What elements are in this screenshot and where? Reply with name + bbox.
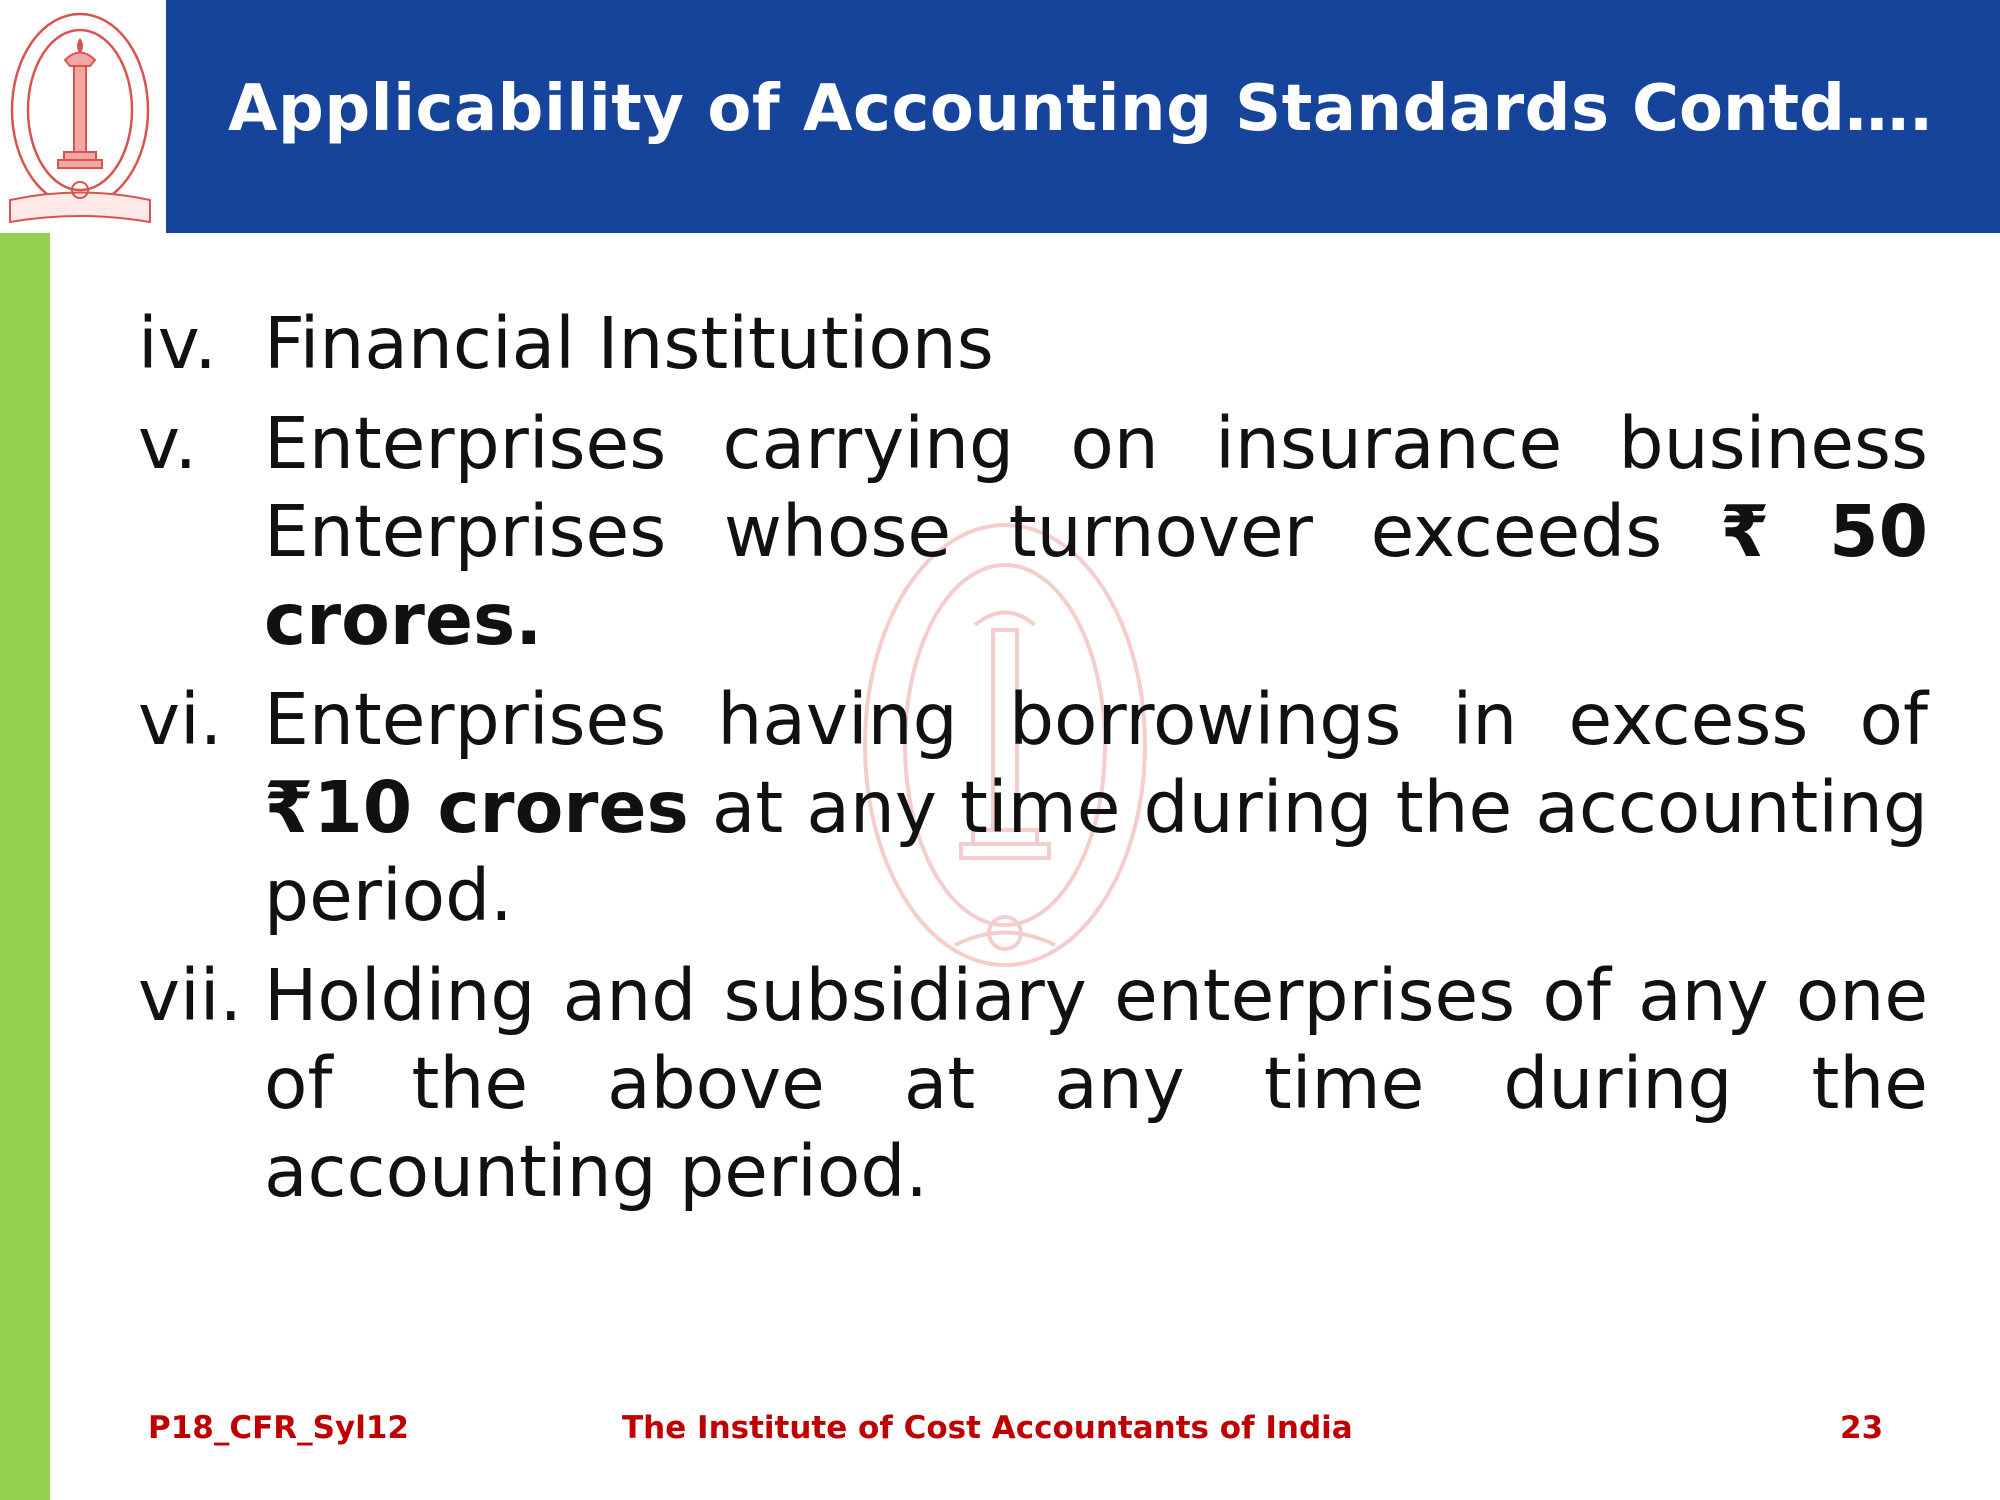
list-item-number: iv. — [138, 302, 217, 385]
list-item-text: Financial Institutions — [264, 302, 994, 385]
list-item-number: vii. — [138, 954, 243, 1037]
list-item-text: Enterprises having borrowings in excess of ₹10 crores at any time during the accounting period. — [264, 678, 1928, 937]
institute-emblem-icon — [0, 0, 166, 233]
footer-page-number: 23 — [1840, 1410, 1884, 1446]
list-item — [138, 300, 1928, 388]
slide-title-contd: Contd…. — [1632, 72, 1934, 146]
bullet-list — [138, 300, 1928, 1228]
emphasis-amount: ₹10 crores — [264, 766, 689, 849]
list-item — [138, 400, 1928, 664]
institute-logo — [0, 0, 166, 233]
footer-institute-name: The Institute of Cost Accountants of India — [622, 1410, 1353, 1446]
list-item-text: Holding and subsidiary enterprises of any one of the above at any time during the accounting period. — [264, 954, 1928, 1213]
list-item-number: vi. — [138, 678, 223, 761]
list-item — [138, 952, 1928, 1216]
footer-course-code: P18_CFR_Syl12 — [148, 1410, 409, 1446]
slide-title: Applicability of Accounting Standards — [228, 72, 1610, 146]
emphasis-amount: ₹ 50 crores. — [264, 490, 1928, 661]
list-item-text: Enterprises carrying on insurance business Enterprises whose turnover exceeds ₹ 50 crores. — [264, 402, 1928, 661]
list-item — [138, 676, 1928, 940]
side-accent-bar — [0, 233, 50, 1500]
list-item-number: v. — [138, 402, 198, 485]
